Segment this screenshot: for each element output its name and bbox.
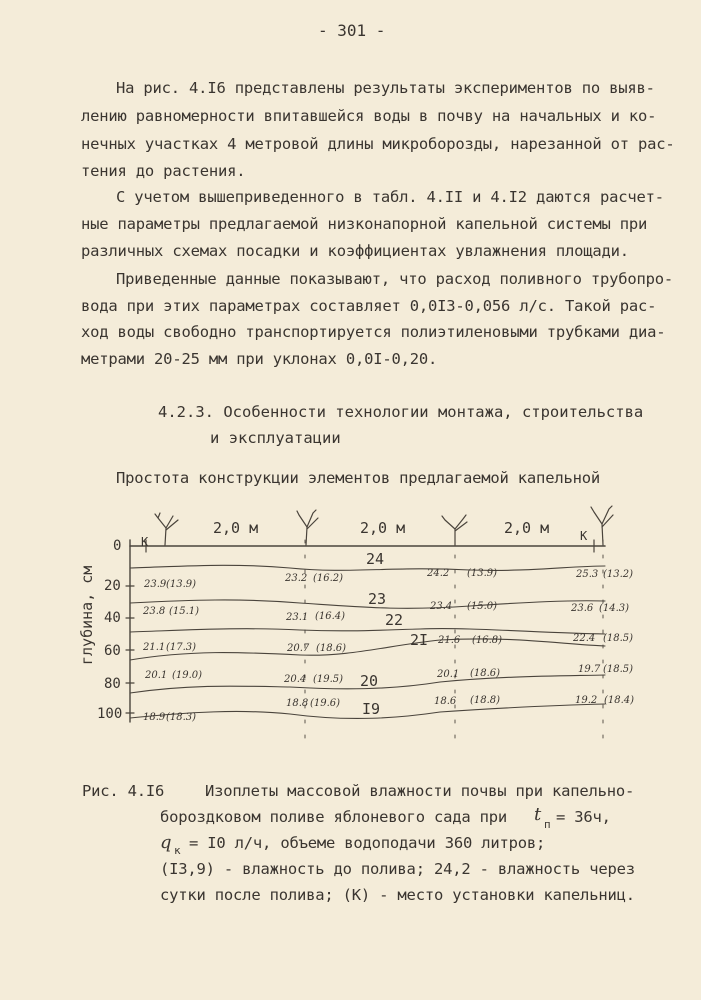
caption-line: бороздковом поливе яблоневого сада при (160, 808, 508, 826)
measurement-after: 23.6 (571, 603, 594, 614)
measurement-before: (13.2) (603, 569, 634, 580)
tree-icon (155, 513, 178, 545)
text-line: различных схемах посадки и коэффициентах увлажнения площади. (81, 242, 629, 260)
tree-icon (442, 515, 467, 545)
text-line: тения до растения. (81, 162, 246, 180)
y-tick-label: 80 (104, 676, 121, 692)
spacing-label: 2,0 м (360, 519, 406, 537)
y-tick-label: 60 (104, 643, 121, 659)
text-line: метрами 20-25 мм при уклонах 0,0I-0,20. (81, 350, 438, 368)
measurement-before: (18.5) (603, 664, 634, 675)
text-line: ные параметры предлагаемой низконапорной капельной системы при (81, 215, 648, 233)
text-line: На рис. 4.I6 представлены результаты экспериментов по выяв- (116, 79, 655, 97)
text-line: Простота конструкции элементов предлагаемой капельной (116, 469, 600, 487)
spacing-label: 2,0 м (504, 519, 550, 537)
y-tick-label: 100 (97, 706, 123, 722)
caption-symbol-t: t (534, 804, 542, 825)
isopleth-label: 23 (368, 590, 387, 608)
measurement-after: 23.9 (144, 579, 167, 590)
caption-subscript: п (544, 818, 551, 831)
measurement-before: (15.0) (467, 601, 498, 612)
caption-symbol-q: q (160, 832, 172, 853)
measurement-after: 25.3 (576, 569, 599, 580)
text-line: Приведенные данные показывают, что расход поливного трубопро- (116, 270, 674, 288)
measurement-after: 23.4 (430, 601, 453, 612)
measurement-after: 20.1 (437, 669, 460, 680)
measurement-before: (13.9) (467, 568, 498, 579)
caption-line: Изоплеты массовой влажности почвы при капельно- (205, 782, 635, 800)
measurement-before: (14.3) (599, 603, 630, 614)
measurement-after: 18.6 (434, 696, 457, 707)
text-line: С учетом вышеприведенного в табл. 4.II и 4.I2 даются расчет- (116, 188, 664, 206)
isopleth-22 (130, 629, 605, 634)
measurement-before: (16.4) (315, 611, 346, 622)
measurement-before: (19.5) (313, 674, 344, 685)
caption-label: Рис. 4.I6 (82, 782, 165, 800)
y-axis-title: глубина, см (78, 565, 96, 665)
isopleth-label: I9 (362, 700, 381, 718)
y-tick-label: 40 (104, 610, 121, 626)
caption-subscript: к (174, 844, 181, 857)
measurement-before: (19.6) (310, 698, 341, 709)
text-line: лению равномерности впитавшейся воды в почву на начальных и ко- (81, 107, 657, 125)
measurement-after: 21.6 (438, 635, 461, 646)
dripper-label: К (580, 529, 588, 543)
measurement-before: (19.0) (172, 670, 203, 681)
spacing-label: 2,0 м (213, 519, 259, 537)
section-heading-line: и эксплуатации (210, 429, 341, 447)
y-tick-label: 20 (104, 578, 121, 594)
caption-line: (I3,9) - влажность до полива; 24,2 - влажность через (160, 860, 635, 878)
measurement-after: 18.8 (286, 698, 309, 709)
measurement-before: (15.1) (169, 606, 200, 617)
y-tick-label: 0 (113, 538, 122, 554)
caption-line: сутки после полива; (К) - место установки капельниц. (160, 886, 635, 904)
measurement-after: 23.2 (285, 573, 308, 584)
caption-line: = 36ч, (556, 808, 611, 826)
isopleth-21 (130, 639, 605, 660)
measurement-before: (16.8) (472, 635, 503, 646)
caption-line: = I0 л/ч, объеме водоподачи 360 литров; (189, 834, 546, 852)
measurement-after: 23.8 (143, 606, 166, 617)
measurement-after: 23.1 (286, 612, 309, 623)
text-line: вода при этих параметрах составляет 0,0I3-0,056 л/с. Такой рас- (81, 297, 657, 315)
tree-icon (297, 510, 318, 545)
measurement-after: 20.4 (284, 674, 307, 685)
isopleth-label: 20 (360, 672, 379, 690)
measurement-after: 20.1 (145, 670, 168, 681)
measurement-after: 21.1 (143, 642, 166, 653)
measurement-after: 19.2 (575, 695, 598, 706)
measurement-after: 19.7 (578, 664, 601, 675)
dripper-label: К (141, 535, 149, 549)
tree-icon (591, 506, 613, 545)
measurement-before: (18.6) (470, 668, 501, 679)
measurement-before: (18.5) (603, 633, 634, 644)
measurement-after: 22.4 (573, 633, 596, 644)
isopleth-label: 22 (385, 611, 404, 629)
measurement-before: (18.6) (316, 643, 347, 654)
page-number: - 301 - (318, 21, 386, 40)
measurement-after: 18.9 (143, 712, 166, 723)
measurement-before: (18.4) (604, 695, 635, 706)
measurement-after: 24.2 (427, 568, 450, 579)
isopleth-label: 24 (366, 550, 385, 568)
isopleth-label: 2I (410, 631, 429, 649)
measurement-before: (16.2) (313, 573, 344, 584)
measurement-before: (17.3) (166, 642, 197, 653)
measurement-before: (13.9) (166, 579, 197, 590)
text-line: ход воды свободно транспортируется полиэтиленовыми трубками диа- (81, 323, 666, 341)
text-line: нечных участках 4 метровой длины микроборозды, нарезанной от рас- (81, 135, 675, 153)
measurement-before: (18.8) (470, 695, 501, 706)
section-heading-line: 4.2.3. Особенности технологии монтажа, строительства (158, 403, 644, 421)
measurement-after: 20.7 (287, 643, 310, 654)
measurement-before: (18.3) (166, 712, 197, 723)
